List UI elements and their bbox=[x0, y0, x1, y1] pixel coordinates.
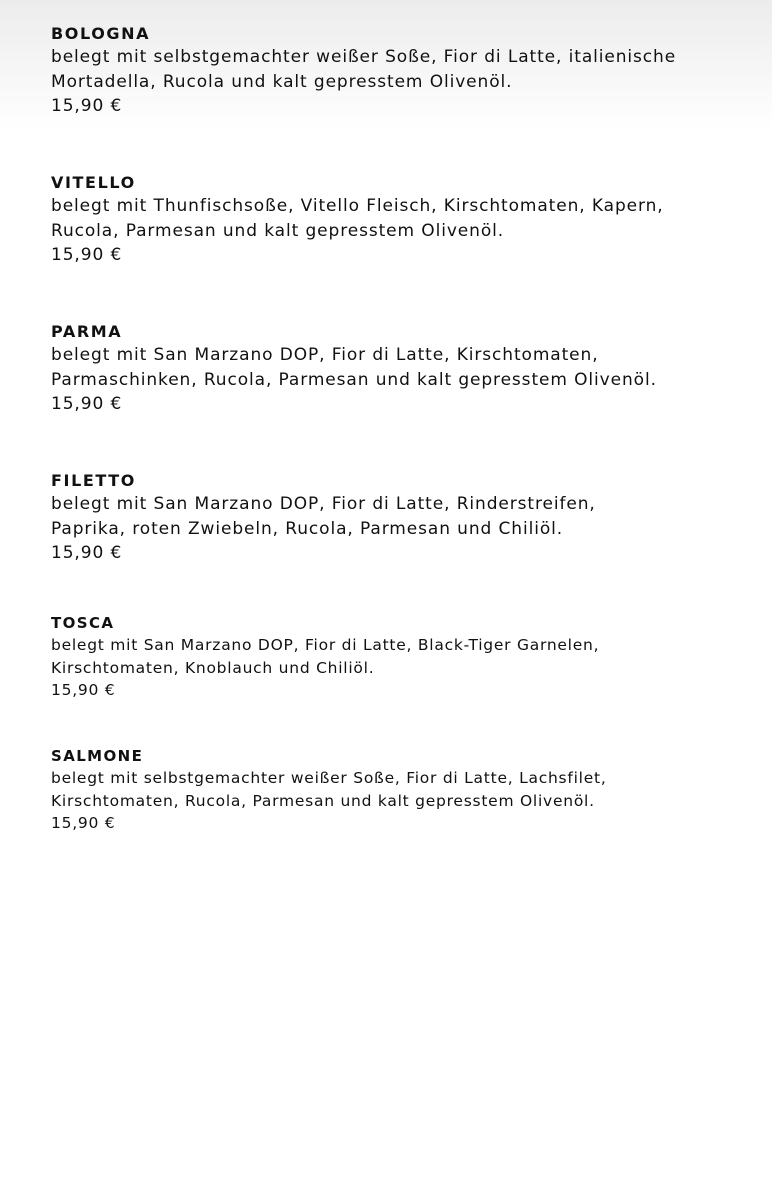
item-price: 15,90 € bbox=[51, 814, 116, 832]
item-price: 15,90 € bbox=[51, 96, 123, 116]
item-description: belegt mit Thunfischsoße, Vitello Fleisch, Kirschtomaten, Kapern, Rucola, Parmesan und kalt gepresstem Olivenöl. bbox=[51, 196, 664, 241]
item-description: belegt mit selbstgemachter weißer Soße, Fior di Latte, Lachsfilet, Kirschtomaten, Rucola, Parmesan und kalt gepresstem Olivenöl. bbox=[51, 769, 607, 810]
item-name: SALMONE bbox=[51, 747, 144, 765]
menu-item-salmone bbox=[51, 745, 751, 835]
item-price: 15,90 € bbox=[51, 681, 116, 699]
item-name: VITELLO bbox=[51, 173, 136, 192]
item-name: BOLOGNA bbox=[51, 24, 151, 43]
item-description: belegt mit San Marzano DOP, Fior di Latte, Kirschtomaten, Parmaschinken, Rucola, Parmesan und kalt gepresstem Olivenöl. bbox=[51, 345, 657, 390]
menu-item-filetto bbox=[51, 469, 751, 566]
item-description: belegt mit selbstgemachter weißer Soße, Fior di Latte, italienische Mortadella, Rucola und kalt gepresstem Olivenöl. bbox=[51, 47, 677, 92]
item-description: belegt mit San Marzano DOP, Fior di Latte, Black-Tiger Garnelen, Kirschtomaten, Knoblauch und Chiliöl. bbox=[51, 636, 600, 677]
item-name: TOSCA bbox=[51, 614, 115, 632]
item-price: 15,90 € bbox=[51, 245, 123, 265]
menu-item-tosca bbox=[51, 612, 751, 702]
menu-item-vitello bbox=[51, 171, 751, 268]
menu-item-bologna bbox=[51, 22, 751, 119]
item-name: PARMA bbox=[51, 322, 123, 341]
item-price: 15,90 € bbox=[51, 543, 123, 563]
item-price: 15,90 € bbox=[51, 394, 123, 414]
item-description: belegt mit San Marzano DOP, Fior di Latte, Rinderstreifen, Paprika, roten Zwiebeln, Rucola, Parmesan und Chiliöl. bbox=[51, 494, 596, 539]
item-name: FILETTO bbox=[51, 471, 137, 490]
menu-item-parma bbox=[51, 320, 751, 417]
